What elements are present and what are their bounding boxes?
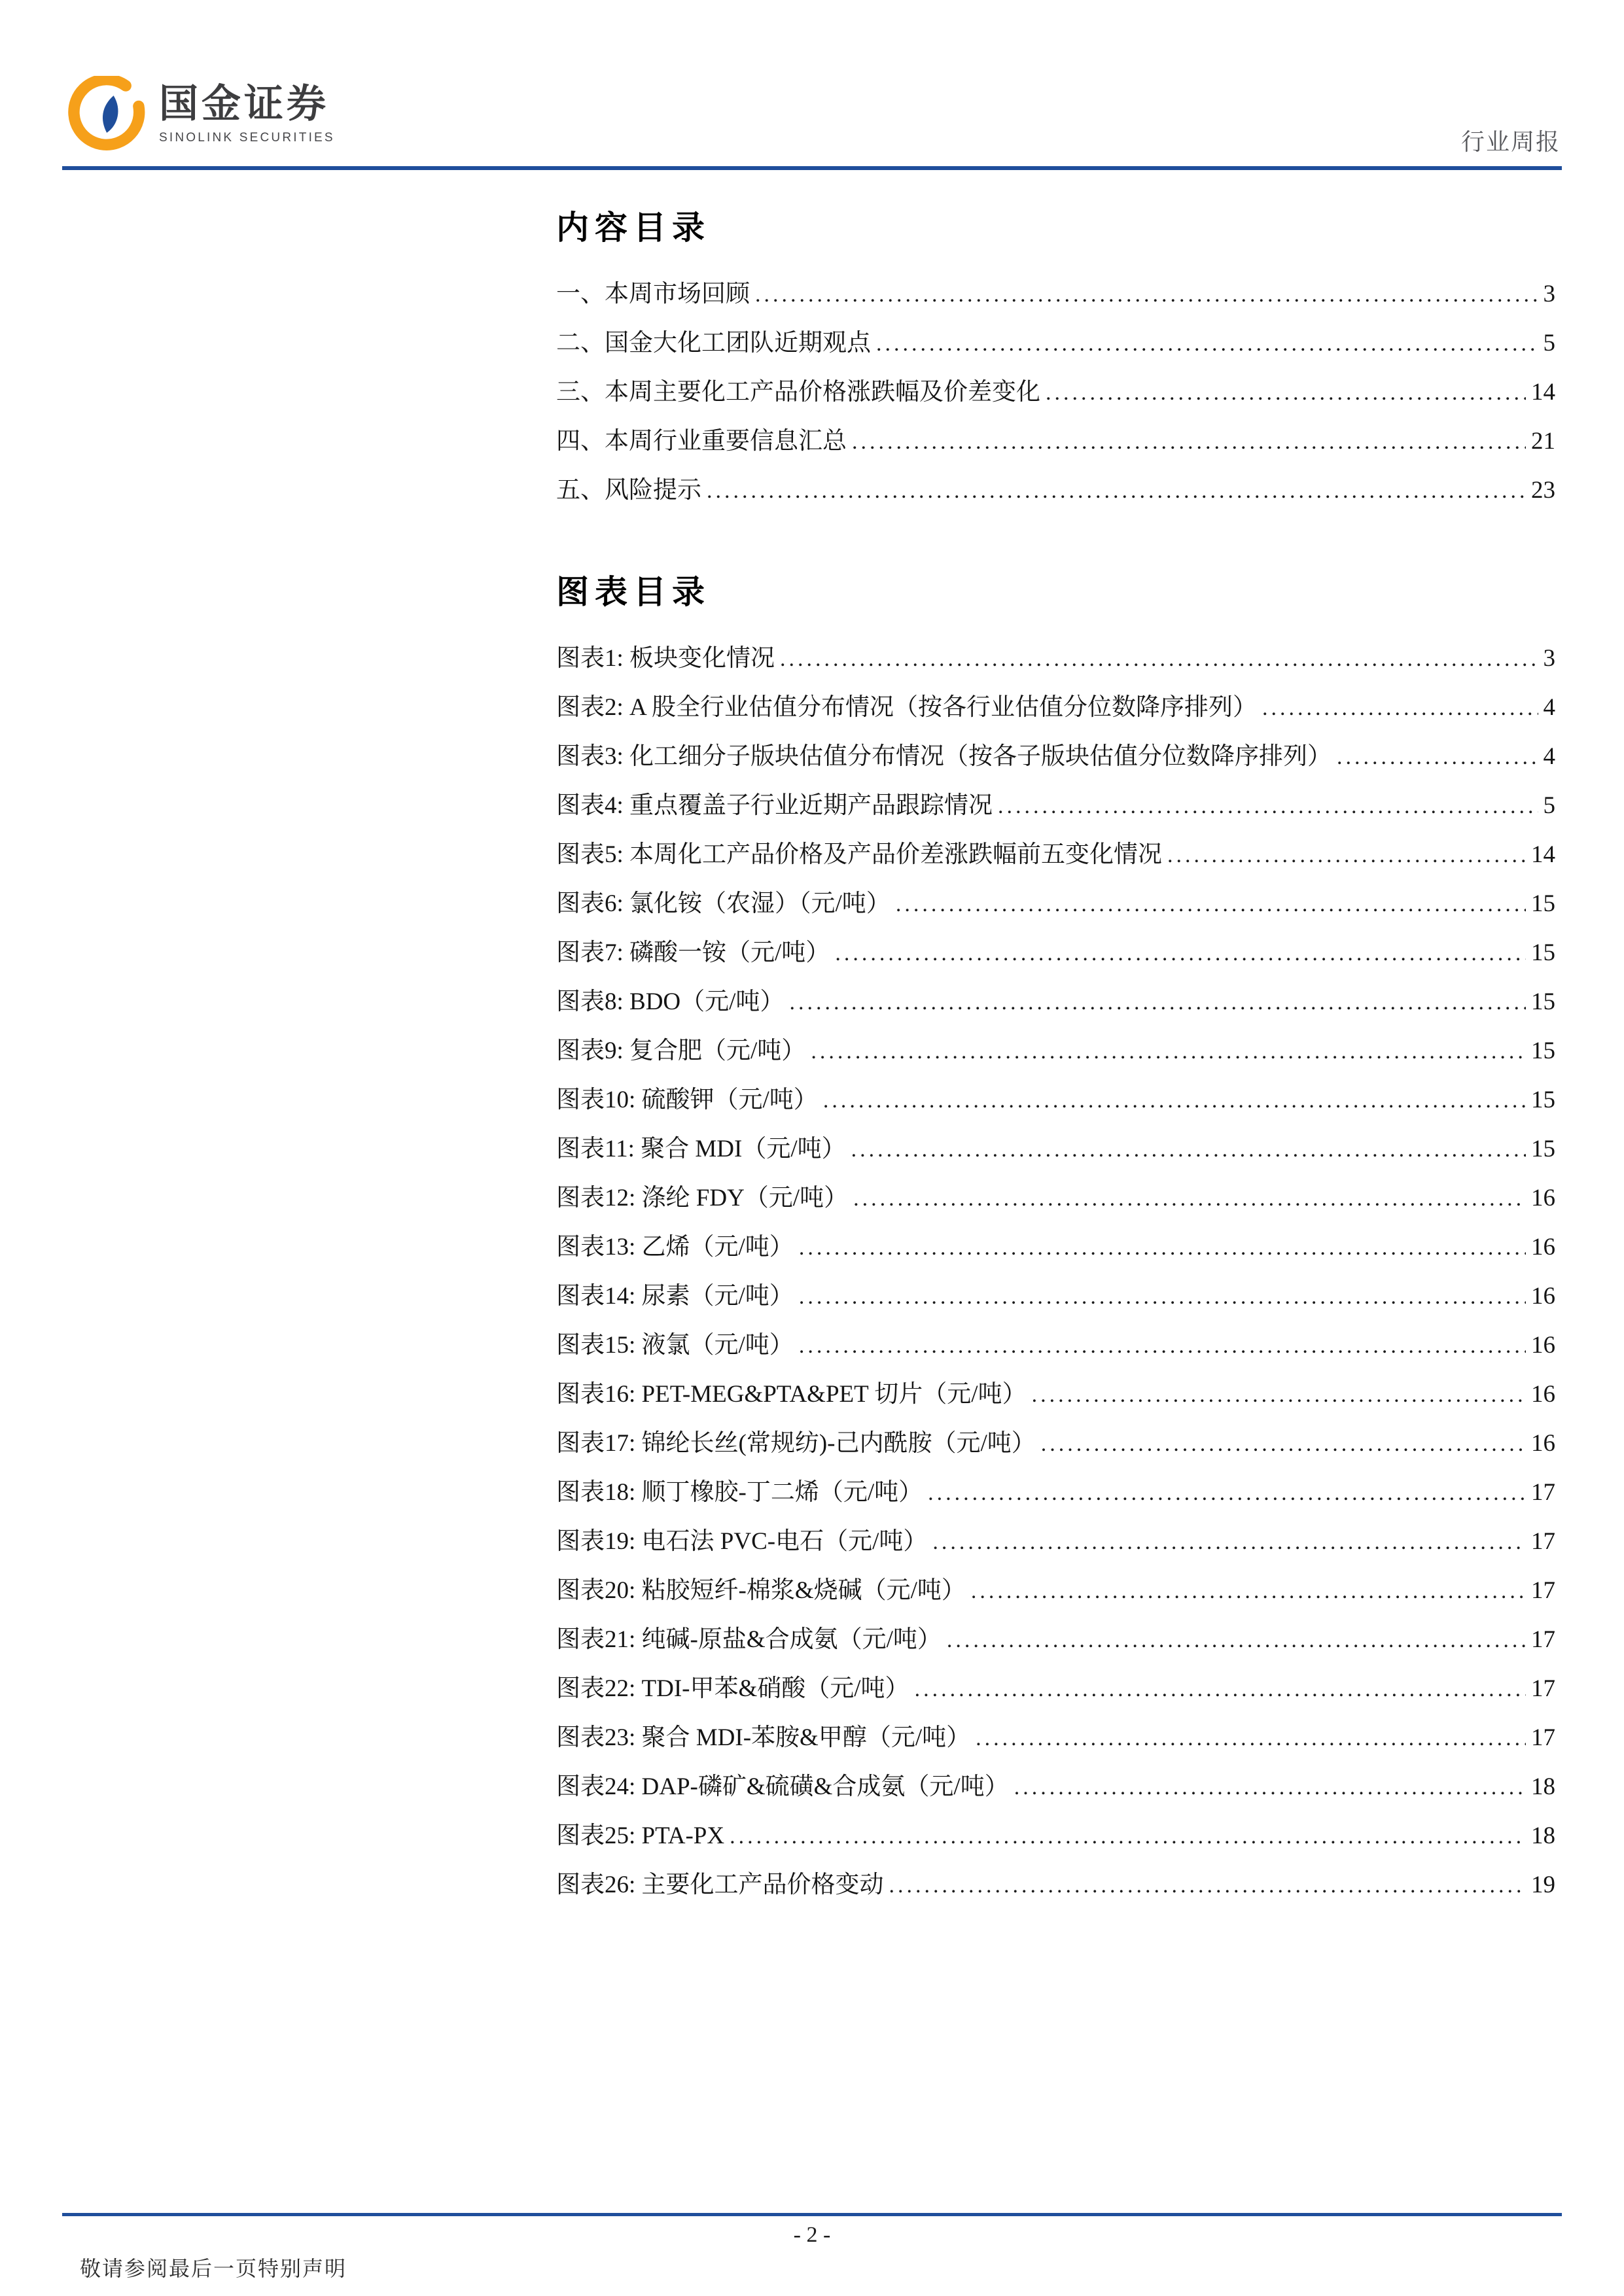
dot-leader	[730, 1811, 1526, 1861]
toc-entry[interactable]	[556, 319, 1555, 368]
figure-entry-page: 15	[1531, 988, 1555, 1015]
figure-entry[interactable]	[556, 1419, 1555, 1468]
dot-leader	[928, 1468, 1526, 1518]
dot-leader	[755, 270, 1538, 319]
figure-entry-page: 4	[1543, 743, 1555, 770]
figure-entry-label: 图表20: 粘胶短纤-棉浆&烧碱（元/吨）	[556, 1577, 966, 1604]
figure-entry[interactable]	[556, 634, 1555, 683]
figure-entry-label: 图表26: 主要化工产品价格变动	[556, 1871, 884, 1898]
figure-entry-page: 17	[1531, 1724, 1555, 1751]
brand-subtitle: SINOLINK SECURITIES	[159, 131, 335, 145]
dot-leader	[889, 1860, 1526, 1910]
dot-leader	[811, 1026, 1526, 1076]
report-type-label: 行业周报	[1460, 129, 1561, 155]
figure-entry[interactable]	[556, 1075, 1555, 1124]
dot-leader	[835, 928, 1526, 978]
figure-entry[interactable]	[556, 1517, 1555, 1566]
toc-content	[556, 208, 1555, 1909]
dot-leader	[1262, 683, 1538, 733]
figure-entry[interactable]	[556, 1713, 1555, 1762]
toc-entry-label: 五、风险提示	[556, 477, 701, 504]
toc-entry-label: 四、本周行业重要信息汇总	[556, 428, 847, 455]
figure-entry-label: 图表25: PTA-PX	[556, 1822, 725, 1849]
figure-entry-page: 15	[1531, 1087, 1555, 1113]
figure-entry[interactable]	[556, 1468, 1555, 1517]
figure-entry[interactable]	[556, 977, 1555, 1026]
dot-leader	[852, 417, 1526, 466]
footer-divider	[62, 2213, 1562, 2216]
figure-entry-label: 图表24: DAP-磷矿&硫磺&合成氨（元/吨）	[556, 1773, 1009, 1800]
figure-entry[interactable]	[556, 1272, 1555, 1321]
toc-entry-page: 5	[1543, 330, 1555, 357]
figure-entry-page: 18	[1531, 1773, 1555, 1800]
figure-entry[interactable]	[556, 1321, 1555, 1370]
figure-entry-label: 图表8: BDO（元/吨）	[556, 988, 785, 1015]
figure-entry-page: 16	[1531, 1332, 1555, 1359]
figure-entry[interactable]	[556, 928, 1555, 977]
figure-entry-label: 图表19: 电石法 PVC-电石（元/吨）	[556, 1528, 928, 1555]
figure-entry[interactable]	[556, 732, 1555, 781]
figure-entry[interactable]	[556, 1615, 1555, 1664]
dot-leader	[799, 1321, 1526, 1370]
figure-entry[interactable]	[556, 879, 1555, 928]
figures-list	[556, 634, 1555, 1909]
figure-entry-label: 图表15: 液氯（元/吨）	[556, 1332, 794, 1359]
figure-entry-page: 17	[1531, 1577, 1555, 1604]
toc-entry[interactable]	[556, 270, 1555, 319]
toc-entry[interactable]	[556, 368, 1555, 417]
figure-entry-label: 图表17: 锦纶长丝(常规纺)-己内酰胺（元/吨）	[556, 1430, 1036, 1457]
figure-entry-page: 17	[1531, 1626, 1555, 1653]
figure-entry[interactable]	[556, 781, 1555, 830]
figure-entry-label: 图表22: TDI-甲苯&硝酸（元/吨）	[556, 1675, 909, 1702]
dot-leader	[1167, 830, 1526, 880]
dot-leader	[1337, 732, 1538, 782]
figure-entry-page: 15	[1531, 1136, 1555, 1162]
page-header	[62, 73, 1562, 170]
figure-entry-page: 16	[1531, 1430, 1555, 1457]
figure-entry-page: 17	[1531, 1479, 1555, 1506]
figure-entry[interactable]	[556, 1566, 1555, 1615]
figure-entry-label: 图表6: 氯化铵（农湿）（元/吨）	[556, 890, 891, 917]
dot-leader	[851, 1124, 1526, 1174]
figure-entry[interactable]	[556, 683, 1555, 732]
sinolink-logo-icon	[66, 76, 146, 152]
figure-entry-page: 18	[1531, 1822, 1555, 1849]
footer-disclaimer: 敬请参阅最后一页特别声明	[80, 2257, 347, 2280]
figure-entry-label: 图表13: 乙烯（元/吨）	[556, 1234, 794, 1261]
footer-page-number: - 2 -	[793, 2223, 831, 2247]
figure-entry[interactable]	[556, 1370, 1555, 1419]
figures-block	[556, 572, 1555, 1909]
figure-entry[interactable]	[556, 1664, 1555, 1713]
figure-entry-page: 16	[1531, 1234, 1555, 1261]
brand-block	[66, 76, 335, 152]
dot-leader	[896, 879, 1526, 929]
toc-entry[interactable]	[556, 417, 1555, 466]
figure-entry-label: 图表14: 尿素（元/吨）	[556, 1283, 794, 1310]
figure-entry-label: 图表12: 涤纶 FDY（元/吨）	[556, 1185, 849, 1211]
toc-entry-page: 3	[1543, 281, 1555, 307]
toc-entry-page: 14	[1531, 379, 1555, 406]
figure-entry-page: 15	[1531, 890, 1555, 917]
figure-entry-label: 图表3: 化工细分子版块估值分布情况（按各子版块估值分位数降序排列）	[556, 743, 1332, 770]
figure-entry-page: 5	[1543, 792, 1555, 819]
figure-entry-page: 16	[1531, 1283, 1555, 1310]
figure-entry-label: 图表9: 复合肥（元/吨）	[556, 1037, 806, 1064]
dot-leader	[789, 977, 1526, 1027]
figure-entry-page: 19	[1531, 1871, 1555, 1898]
figure-entry-page: 16	[1531, 1381, 1555, 1408]
figure-entry[interactable]	[556, 830, 1555, 879]
dot-leader	[780, 634, 1538, 684]
figure-entry-page: 4	[1543, 694, 1555, 721]
dot-leader	[1014, 1762, 1526, 1812]
brand-name: 国金证券	[159, 82, 329, 126]
dot-leader	[932, 1517, 1526, 1567]
figure-entry-label: 图表21: 纯碱-原盐&合成氨（元/吨）	[556, 1626, 942, 1653]
dot-leader	[1041, 1419, 1526, 1469]
figure-entry-page: 17	[1531, 1528, 1555, 1555]
dot-leader	[971, 1566, 1526, 1616]
toc-entry-label: 三、本周主要化工产品价格涨跌幅及价差变化	[556, 379, 1040, 406]
figure-entry-page: 17	[1531, 1675, 1555, 1702]
dot-leader	[707, 466, 1526, 515]
dot-leader	[799, 1223, 1526, 1272]
toc-entry-label: 一、本周市场回顾	[556, 281, 750, 307]
figure-entry[interactable]	[556, 1026, 1555, 1075]
dot-leader	[998, 781, 1538, 831]
brand-text	[159, 82, 335, 145]
figure-entry-label: 图表5: 本周化工产品价格及产品价差涨跌幅前五变化情况	[556, 841, 1163, 868]
toc-entry-page: 23	[1531, 477, 1555, 504]
dot-leader	[853, 1174, 1526, 1223]
figure-entry[interactable]	[556, 1223, 1555, 1272]
figure-entry[interactable]	[556, 1124, 1555, 1174]
figures-section-title: 图表目录	[556, 574, 711, 610]
dot-leader	[799, 1272, 1526, 1321]
dot-leader	[823, 1075, 1526, 1125]
dot-leader	[976, 1713, 1526, 1763]
figure-entry-label: 图表16: PET-MEG&PTA&PET 切片（元/吨）	[556, 1381, 1027, 1408]
figure-entry[interactable]	[556, 1811, 1555, 1860]
dot-leader	[876, 319, 1538, 368]
figure-entry-label: 图表7: 磷酸一铵（元/吨）	[556, 939, 830, 966]
figure-entry-label: 图表23: 聚合 MDI-苯胺&甲醇（元/吨）	[556, 1724, 971, 1751]
figure-entry[interactable]	[556, 1174, 1555, 1223]
figure-entry-label: 图表1: 板块变化情况	[556, 645, 775, 672]
figure-entry-label: 图表4: 重点覆盖子行业近期产品跟踪情况	[556, 792, 993, 819]
figure-entry-label: 图表18: 顺丁橡胶-丁二烯（元/吨）	[556, 1479, 923, 1506]
figure-entry-page: 15	[1531, 939, 1555, 966]
figure-entry-page: 3	[1543, 645, 1555, 672]
figure-entry-page: 16	[1531, 1185, 1555, 1211]
dot-leader	[947, 1615, 1526, 1665]
dot-leader	[1046, 368, 1526, 417]
figure-entry-label: 图表10: 硫酸钾（元/吨）	[556, 1087, 818, 1113]
toc-entry-page: 21	[1531, 428, 1555, 455]
figure-entry-label: 图表2: A 股全行业估值分布情况（按各行业估值分位数降序排列）	[556, 694, 1257, 721]
figure-entry-page: 15	[1531, 1037, 1555, 1064]
toc-section-title: 内容目录	[556, 209, 711, 246]
figure-entry[interactable]	[556, 1762, 1555, 1811]
toc-entry[interactable]	[556, 466, 1555, 515]
figure-entry[interactable]	[556, 1860, 1555, 1909]
figure-entry-page: 14	[1531, 841, 1555, 868]
toc-entry-label: 二、国金大化工团队近期观点	[556, 330, 871, 357]
dot-leader	[1032, 1370, 1526, 1419]
dot-leader	[915, 1664, 1526, 1714]
figure-entry-label: 图表11: 聚合 MDI（元/吨）	[556, 1136, 846, 1162]
toc-list	[556, 270, 1555, 515]
